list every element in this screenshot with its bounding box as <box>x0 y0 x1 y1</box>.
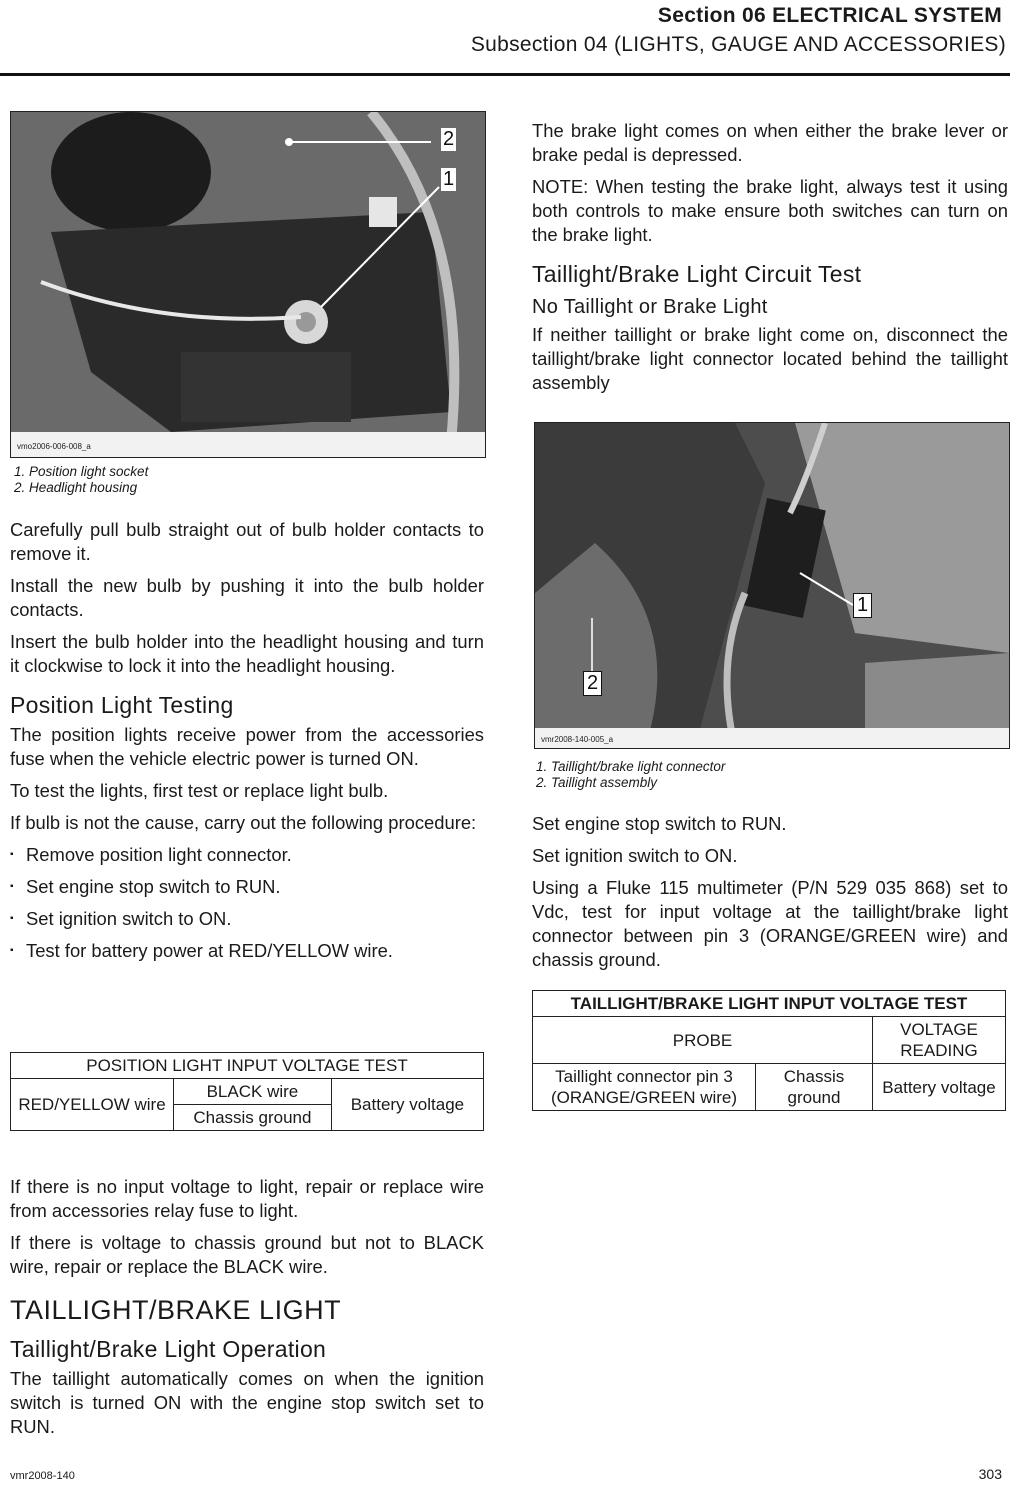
figure2-callout-2: 2 <box>583 671 602 696</box>
circuit-test-heading: Taillight/Brake Light Circuit Test <box>532 261 862 287</box>
left-para-7: If there is no input voltage to light, repair or replace wire from accessories relay fuse to light. <box>10 1176 484 1221</box>
right-para-6: Using a Fluke 115 multimeter (P/N 529 035 868) set to Vdc, test for input voltage at the taillight/brake light connector between pin 3 (ORANGE/GREEN wire) and chassis ground. <box>532 877 1008 970</box>
figure1-caption-1: 1. Position light socket <box>14 464 149 479</box>
section-title: Section 06 ELECTRICAL SYSTEM <box>657 4 1002 27</box>
right-para-1: The brake light comes on when either the brake lever or brake pedal is depressed. <box>532 120 1008 165</box>
left-column <box>10 518 484 971</box>
list-item: ▪ Set engine stop switch to RUN. <box>10 875 484 899</box>
figure2-callout-1: 1 <box>853 593 872 618</box>
right-para-2: NOTE: When testing the brake light, always test it using both controls to make ensure both switches can turn on the brake light. <box>532 176 1008 245</box>
table2-title: TAILLIGHT/BRAKE LIGHT INPUT VOLTAGE TEST <box>533 991 1006 1017</box>
left-para-6: If bulb is not the cause, carry out the following procedure: <box>10 812 477 833</box>
position-light-heading: Position Light Testing <box>10 692 234 718</box>
procedure-list <box>10 843 484 963</box>
footer-ref: vmr2008-140 <box>10 1470 75 1482</box>
taillight-photo <box>534 422 1010 749</box>
left-column-lower <box>10 1175 484 1447</box>
taillight-table <box>532 990 1006 1111</box>
headlight-photo <box>10 111 486 458</box>
no-light-heading: No Taillight or Brake Light <box>532 296 768 318</box>
left-para-5: To test the lights, first test or replace light bulb. <box>10 780 389 801</box>
subsection-title: Subsection 04 (LIGHTS, GAUGE AND ACCESSORIES) <box>470 33 1006 56</box>
left-para-8: If there is voltage to chassis ground but not to BLACK wire, repair or replace the BLACK wire. <box>10 1232 484 1277</box>
left-para-2: Install the new bulb by pushing it into the bulb holder contacts. <box>10 575 484 620</box>
table2-header: VOLTAGE READING <box>873 1017 1006 1064</box>
table1-cell: RED/YELLOW wire <box>11 1079 174 1131</box>
right-para-3: If neither taillight or brake light come on, disconnect the taillight/brake light connector located behind the taillight assembly <box>532 324 1008 393</box>
position-light-table <box>10 1052 484 1131</box>
left-para-4: The position lights receive power from the accessories fuse when the vehicle electric power is turned ON. <box>10 724 484 769</box>
table2-cell: Chassis ground <box>756 1064 873 1111</box>
table2-cell: Battery voltage <box>873 1064 1006 1111</box>
right-column-lower <box>532 812 1008 980</box>
list-item: ▪ Remove position light connector. <box>10 843 484 867</box>
table2-header: PROBE <box>533 1017 873 1064</box>
figure2-caption-2: 2. Taillight assembly <box>536 775 658 790</box>
figure2-ref: vmr2008-140-005_a <box>541 735 614 744</box>
figure2-caption-1: 1. Taillight/brake light connector <box>536 759 726 774</box>
operation-heading: Taillight/Brake Light Operation <box>10 1336 327 1362</box>
figure1-caption <box>14 464 474 496</box>
table2-cell: Taillight connector pin 3 (ORANGE/GREEN wire) <box>533 1064 756 1111</box>
figure1-callout-2: 2 <box>443 128 455 150</box>
header-rule <box>0 73 1010 76</box>
right-column <box>532 119 1008 403</box>
list-item: ▪ Set ignition switch to ON. <box>10 907 484 931</box>
right-para-5: Set ignition switch to ON. <box>532 845 738 866</box>
figure2-caption <box>536 759 996 791</box>
left-para-9: The taillight automatically comes on when the ignition switch is turned ON with the engine stop switch set to RUN. <box>10 1368 484 1437</box>
figure1-callout-1: 1 <box>443 168 455 190</box>
table1-cell: Chassis ground <box>174 1105 332 1131</box>
right-para-4: Set engine stop switch to RUN. <box>532 813 787 834</box>
taillight-heading: TAILLIGHT/BRAKE LIGHT <box>10 1295 342 1325</box>
list-item: ▪ Test for battery power at RED/YELLOW wire. <box>10 939 484 963</box>
left-para-3: Insert the bulb holder into the headlight housing and turn it clockwise to lock it into the headlight housing. <box>10 631 484 676</box>
figure1-ref: vmo2006-006-008_a <box>17 442 91 451</box>
table1-cell: Battery voltage <box>331 1079 483 1131</box>
left-para-1: Carefully pull bulb straight out of bulb holder contacts to remove it. <box>10 519 484 564</box>
figure1-caption-2: 2. Headlight housing <box>14 480 138 495</box>
table1-cell: BLACK wire <box>174 1079 332 1105</box>
page-number: 303 <box>978 1466 1002 1482</box>
table1-title: POSITION LIGHT INPUT VOLTAGE TEST <box>11 1053 484 1079</box>
